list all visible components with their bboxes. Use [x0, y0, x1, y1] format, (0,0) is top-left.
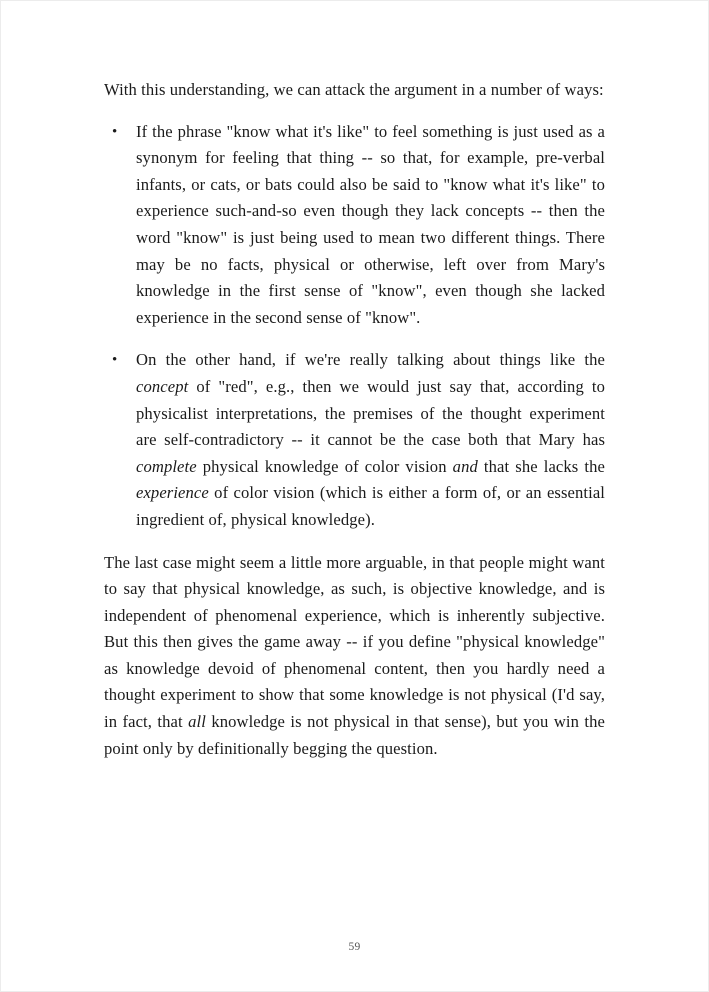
- page-number: 59: [348, 941, 361, 953]
- bullet-icon: •: [112, 123, 118, 140]
- closing-paragraph: The last case might seem a little more arguable, in that people might want to say that physical knowledge, as such, is objective knowledge, and is independent of phenomenal experience, which is inherently subjective. But this then gives the game away -- if you define "physical knowledge" as knowledge devoid of phenomenal content, then you hardly need a thought experiment to show that some knowledge is not physical (I'd say, in fact, that all knowledge is not physical in that sense), but you win the point only by definitionally begging the question.: [104, 552, 605, 758]
- bullet-text: If the phrase "know what it's like" to feel something is just used as a synonym for feeling that thing -- so that, for example, pre-verbal infants, or cats, or bats could also be said to "know what it's like" to experience such-and-so even though they lack concepts -- then the word "know" is just being used to mean two different things. There may be no facts, physical or otherwise, left over from Mary's knowledge in the first sense of "know", even though she lacked experience in the second sense of "know".: [136, 121, 605, 327]
- bullet-icon: •: [112, 352, 118, 369]
- list-item: [104, 347, 605, 533]
- bullet-list: [104, 119, 605, 534]
- list-item: [104, 119, 605, 332]
- bullet-text: On the other hand, if we're really talking about things like the concept of "red", e.g., then we would just say that, according to physicalist interpretations, the premises of the thought experiment are self-contradictory -- it cannot be the case both that Mary has complete physical knowledge of color vision and that she lacks the experience of color vision (which is either a form of, or an essential ingredient of, physical knowledge).: [136, 350, 605, 529]
- intro-paragraph: With this understanding, we can attack the argument in a number of ways:: [104, 80, 604, 99]
